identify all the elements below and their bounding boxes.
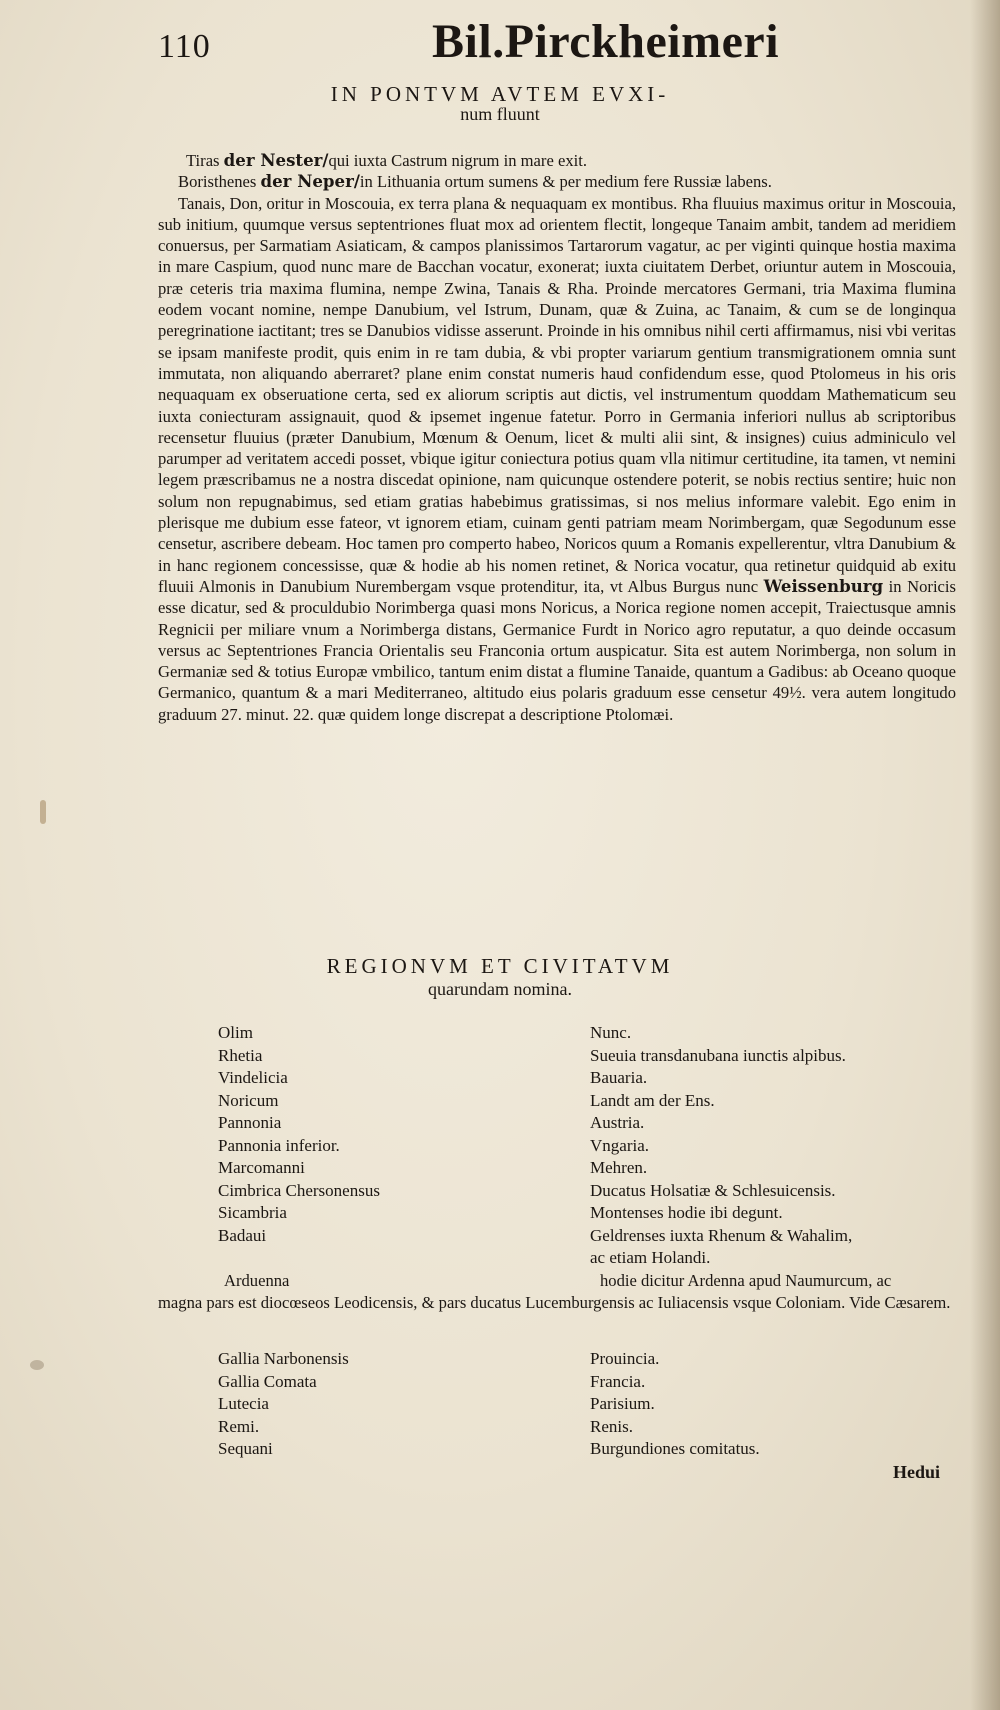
arduenna-row	[158, 1270, 958, 1292]
catchword: Hedui	[893, 1462, 941, 1482]
arduenna-continuation: magna pars est diocœseos Leodicensis, & pars ducatus Lucemburgensis ac Iuliacensis vsque Coloniam. Vide Cæsarem.	[158, 1292, 951, 1312]
arduenna-entry	[158, 1270, 958, 1313]
new-name: Vngaria.	[590, 1135, 650, 1155]
main-text	[158, 150, 956, 725]
column-header-olim: Olim	[218, 1023, 253, 1042]
list-item	[218, 1180, 978, 1203]
new-name: ac etiam Holandi.	[590, 1248, 711, 1267]
list-item	[218, 1247, 978, 1270]
old-name: Badaui	[218, 1225, 267, 1245]
river-name: Boristhenes	[178, 172, 257, 192]
new-name: Landt am der Ens.	[590, 1090, 715, 1110]
section-title-regions: REGIONVM ET CIVITATVM	[326, 954, 674, 978]
old-name: Remi.	[218, 1416, 260, 1436]
list-item	[218, 1371, 978, 1394]
paragraph-boristhenes	[158, 171, 956, 192]
new-name: Bauaria.	[590, 1068, 648, 1087]
table-header	[218, 1022, 978, 1045]
new-name: Burgundiones comitatus.	[590, 1439, 760, 1458]
new-name: Geldrenses iuxta Rhenum & Wahalim,	[590, 1225, 853, 1245]
column-header-nunc: Nunc.	[590, 1023, 632, 1042]
list-item	[218, 1067, 978, 1090]
new-name: Ducatus Holsatiæ & Schlesuicensis.	[590, 1180, 836, 1200]
list-item	[218, 1157, 978, 1180]
list-item	[218, 1348, 978, 1371]
paragraph-text: qui iuxta Castrum nigrum in mare exit.	[328, 151, 587, 170]
list-item	[218, 1438, 978, 1461]
old-name: Lutecia	[218, 1394, 269, 1413]
new-name: hodie dicitur Ardenna apud Naumurcum, ac	[600, 1271, 892, 1290]
list-item	[218, 1045, 978, 1068]
new-name: Austria.	[590, 1113, 645, 1132]
section-title-rivers: IN PONTVM AVTEM EVXI-	[330, 82, 670, 106]
german-name: der Neper/	[260, 171, 360, 192]
old-name: Noricum	[218, 1090, 279, 1110]
section-subtitle-rivers: num fluunt	[460, 104, 540, 124]
list-item	[218, 1393, 978, 1416]
old-name: Vindelicia	[218, 1068, 288, 1087]
list-item	[218, 1416, 978, 1439]
new-name: Prouincia.	[590, 1349, 660, 1368]
new-name: Parisium.	[590, 1394, 655, 1413]
old-name: Gallia Comata	[218, 1371, 317, 1391]
old-name: Cimbrica Chersonensus	[218, 1180, 380, 1200]
names-rows-1	[218, 1045, 978, 1270]
old-name: Arduenna	[224, 1271, 290, 1290]
running-head: Bil.Pirckheimeri	[432, 15, 780, 68]
paper-stain	[40, 800, 46, 824]
list-item	[218, 1225, 978, 1248]
names-table	[218, 1022, 978, 1270]
old-name	[218, 1247, 590, 1270]
old-name: Pannonia	[218, 1113, 282, 1132]
section-subtitle-regions: quarundam nomina.	[428, 979, 572, 999]
old-name: Marcomanni	[218, 1158, 305, 1177]
new-name: Renis.	[590, 1416, 633, 1436]
names-table-2	[218, 1348, 978, 1461]
old-name: Pannonia inferior.	[218, 1135, 340, 1155]
paragraph-text: in Noricis esse dicatur, sed & proculdubio Norimberga quasi mons Noricus, a Norica regione nomen accepit, Traiectusque amnis Regnicii per miliare vnum a Norimberga distans, Germanice Furdt in Norico agro reputatur, a quo deinde occasum versus ac Septentriones Francia Orientalis seu Franconia ortum auspicatur. Sita est autem Norimberga, non solum in Germaniæ sed & totius Europæ vmbilico, tantum enim distat a flumine Tanaide, quantum a Gadibus: ab Oceano quoque Germanico, quantum & a mari Mediterraneo, altitudo eius polaris graduum esse censetur 49½. vera autem longitudo graduum 27. minut. 22. quæ quidem longe discrepat a descriptione Ptolomæi.	[158, 576, 956, 724]
old-name: Sicambria	[218, 1203, 287, 1222]
list-item	[218, 1112, 978, 1135]
old-name: Gallia Narbonensis	[218, 1349, 349, 1368]
old-name: Sequani	[218, 1439, 273, 1458]
paper-stain	[30, 1360, 44, 1370]
list-item	[218, 1090, 978, 1113]
german-name: der Nester/	[223, 150, 329, 170]
german-name: Weissenburg	[763, 575, 884, 596]
new-name: Sueuia transdanubana iunctis alpibus.	[590, 1045, 846, 1065]
names-rows-2	[218, 1348, 978, 1461]
paragraph-tanais	[158, 193, 956, 725]
paragraph-text: in Lithuania ortum sumens & per medium fere Russiæ labens.	[359, 172, 772, 192]
old-name: Rhetia	[218, 1045, 263, 1065]
paragraph-text: Tanais, Don, oritur in Moscouia, ex terra plana & nequaquam ex montibus. Rha fluuius maximus oritur in Moscouia, sub initium, quumque versus septentriones fluat mox ad orientem flectit, longeque Tanaim ambit, tandem ad meridiem conuersus, per Sarmatiam Asiaticam, & campos planissimos Tartarorum vagatur, ac per viginti quinque hostia maxima in mare Caspium, quod nunc mare de Bacchan vocatur, exonerat; iuxta ciuitatem Derbet, oriuntur autem in Moscouia, præ ceteris tria maxima flumina, nempe Zwina, Tanais & Rha. Proinde mercatores Germani, tria Maxima flumina eodem vocant nomine, nempe Danubium, vel Istrum, Dunam, quæ & Zuina, ac Tanaim, & cum se de longinqua peregrinatione iactitant; tres se Danubios vidisse asserunt. Proinde in his omnibus nihil certi affirmamus, nisi vbi veritas se ipsam manifeste prodit, quis enim in re tam dubia, & vbi propter variarum gentium transmigrationem omnia sunt immutata, non aliquando aberraret? plane enim constat numeris haud confidendum esse, quod Ptolomeus in his oris nequaquam ex obseruatione certa, sed ex aliorum scriptis aut dictis, vel instrumentum quoddam Mathematicum seu iuxta coniecturam assignauit, quod & ipsemet ingenue fatetur. Porro in Germania inferiori nullus ab scriptoribus recensetur fluuius (præter Danubium, Mœnum & Oenum, licet & multi alii sint, & insignes) cuius adminiculo vel parumper ad veritatem accedi posset, vbique igitur coniectura potius quam vlla nitimur certitudine, ita tamen, vt nemini legem præscribamus ne a nostra discedat opinione, nam quicunque ostendere poterit, se nobis rectius sentire; huic non solum non repugnabimus, sed etiam gratias habebimus gratissimas, si nos melius informare valebit. Ego enim in plerisque me dubium esse fateor, vt ignorem etiam, cuinam genti patriam meam Norimbergam, quæ Segodunum esse censetur, ascribere debeam. Hoc tamen pro comperto habeo, Noricos quum a Romanis expellerentur, vltra Danubium & in hanc regionem concessisse, quæ & hodie ab his nomen retinet, & Norica vocatur, qua retinetur quidquid ab exitu fluuii Almonis in Danubium Nurembergam vsque protenditur, ita, vt Albus Burgus nunc	[158, 193, 956, 596]
new-name: Mehren.	[590, 1158, 648, 1177]
page-number: 110	[158, 28, 211, 65]
list-item	[218, 1202, 978, 1225]
new-name: Francia.	[590, 1371, 646, 1391]
river-name: Tiras	[186, 151, 220, 170]
list-item	[218, 1135, 978, 1158]
paragraph-tiras	[158, 150, 956, 171]
new-name: Montenses hodie ibi degunt.	[590, 1203, 783, 1222]
